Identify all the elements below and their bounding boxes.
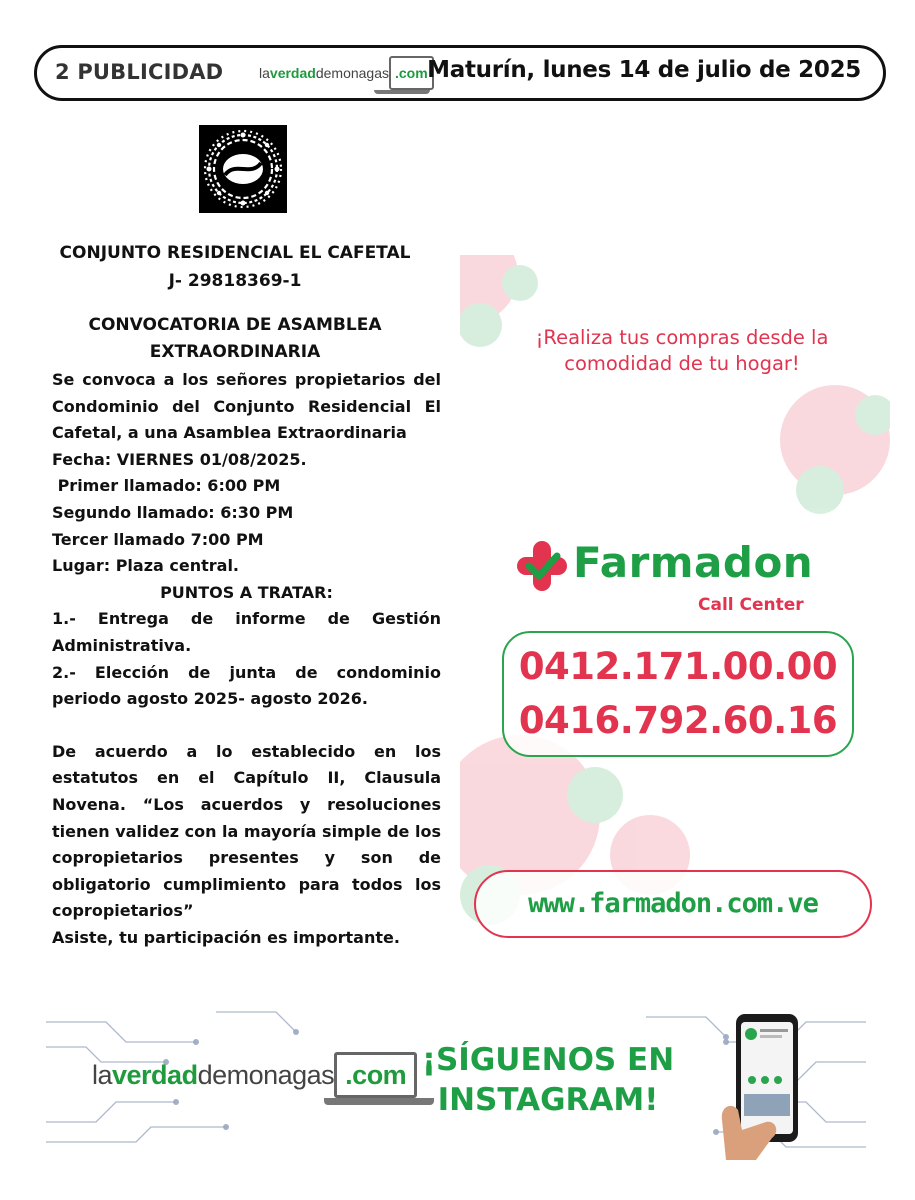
instagram-banner bbox=[46, 1002, 868, 1162]
website-box bbox=[474, 870, 872, 938]
agenda-heading: PUNTOS A TRATAR: bbox=[160, 582, 333, 602]
closing-line: Asiste, tu participación es importante. bbox=[52, 927, 400, 947]
laptop-icon: .com bbox=[334, 1052, 417, 1098]
section-label: 2 PUBLICIDAD bbox=[55, 60, 224, 84]
page-header bbox=[34, 45, 886, 101]
first-call: Primer llamado: 6:00 PM bbox=[52, 476, 281, 496]
follow-line2: INSTAGRAM! bbox=[437, 1082, 659, 1118]
meeting-date: Fecha: VIERNES 01/08/2025. bbox=[52, 449, 307, 469]
organization-rif: J- 29818369-1 bbox=[168, 271, 302, 291]
ad-tagline: ¡Realiza tus compras desde la comodidad de tu hogar! bbox=[535, 326, 829, 375]
third-call: Tercer llamado 7:00 PM bbox=[52, 529, 264, 549]
agenda-item: 2.- Elección de junta de condominio periodo agosto 2025- agosto 2026. bbox=[52, 662, 441, 709]
cafetal-logo bbox=[199, 125, 287, 213]
meeting-place: Lugar: Plaza central. bbox=[52, 556, 240, 576]
notice-body bbox=[52, 367, 441, 951]
site-logo: laverdaddemonagas .com bbox=[259, 56, 434, 90]
bylaws-clause: De acuerdo a lo establecido en los estatutos en el Capítulo II, Clausula Novena. “Los acuerdos y resoluciones tienen validez con la mayoría simple de los copropietarios presentes y son de obligatorio cumplimiento para todos los copropietarios” bbox=[52, 741, 441, 921]
brand-name: Farmadon bbox=[573, 538, 814, 587]
notice-title-line2: EXTRAORDINARIA bbox=[149, 342, 321, 362]
agenda-item: 1.- Entrega de informe de Gestión Administrativa. bbox=[52, 609, 441, 655]
laptop-icon: .com bbox=[389, 56, 434, 90]
second-call: Segundo llamado: 6:30 PM bbox=[52, 502, 294, 522]
follow-line1: ¡SÍGUENOS EN bbox=[421, 1042, 675, 1078]
notice-title-line1: CONVOCATORIA DE ASAMBLEA bbox=[88, 315, 382, 335]
phone-in-hand-icon bbox=[686, 1010, 806, 1160]
farmadon-ad bbox=[460, 255, 890, 993]
organization-name: CONJUNTO RESIDENCIAL EL CAFETAL bbox=[59, 243, 411, 263]
phone-number: 0416.792.60.16 bbox=[518, 699, 838, 742]
site-logo-large: laverdaddemonagas .com bbox=[92, 1052, 434, 1105]
notice-intro: Se convoca a los señores propietarios del Condominio del Conjunto Residencial El Cafetal, a una Asamblea Extraordinaria bbox=[52, 370, 441, 443]
pharmacy-cross-icon bbox=[515, 539, 569, 593]
issue-date: Maturín, lunes 14 de julio de 2025 bbox=[427, 57, 861, 83]
website-link[interactable]: www.farmadon.com.ve bbox=[528, 888, 818, 919]
follow-instagram bbox=[418, 1040, 678, 1120]
phone-number: 0412.171.00.00 bbox=[518, 645, 838, 688]
phone-box bbox=[502, 631, 854, 757]
brand-subtitle: Call Center bbox=[698, 595, 804, 615]
